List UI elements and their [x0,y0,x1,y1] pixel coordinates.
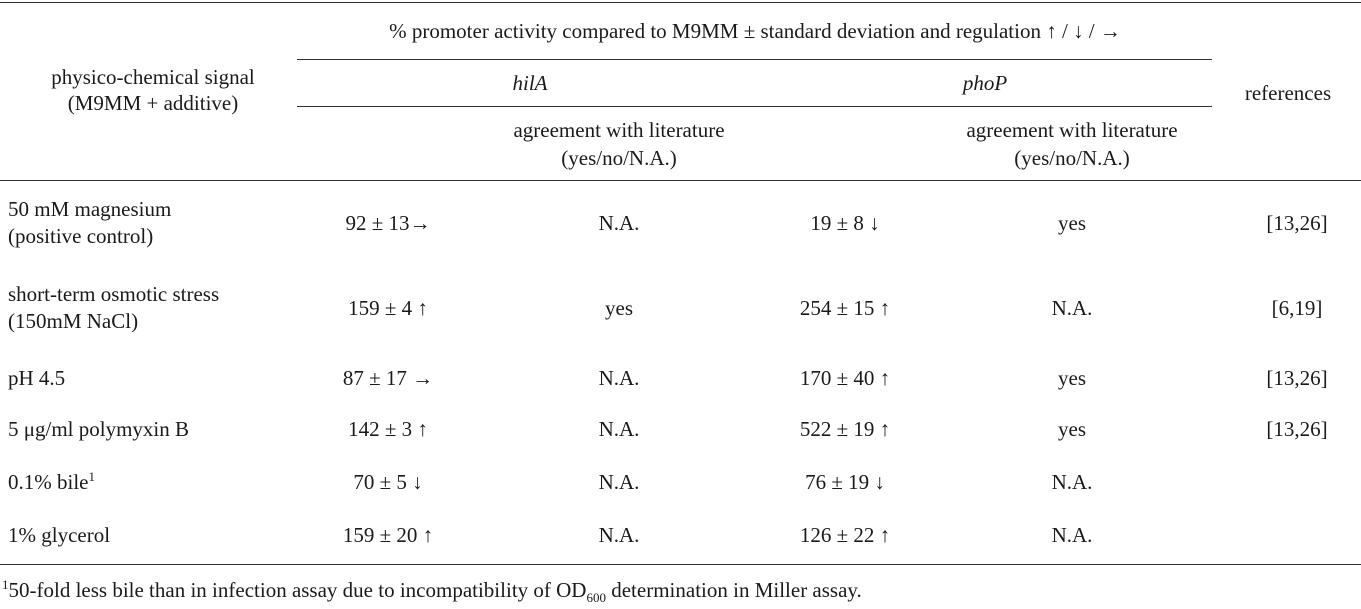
agreement-header-hila: agreement with literature [513,118,725,142]
row-signal-sub: (positive control) [8,224,154,248]
cell-phop: 170 ± 40 ↑ [799,366,891,390]
row-signal [8,469,95,496]
cell-hila: 142 ± 3 ↑ [348,417,428,441]
gene-rule [297,106,1212,107]
cell-references: [13,26] [1266,211,1328,235]
row-signal: 1% glycerol [8,523,111,547]
table-footnote [2,577,862,604]
footnote-text-after: determination in Miller assay. [605,578,862,602]
cell-hila-agreement: N.A. [598,523,640,547]
cell-phop-agreement: N.A. [1051,470,1093,494]
cell-phop: 126 ± 22 ↑ [799,523,891,547]
spanning-header: % promoter activity compared to M9MM ± standard deviation and regulation ↑ / ↓ / → [389,19,1121,43]
row-signal: short-term osmotic stress [8,282,220,306]
col-header-signal-sub: (M9MM + additive) [67,91,239,115]
footnote-subscript: 600 [586,590,606,606]
cell-hila: 159 ± 4 ↑ [348,296,428,320]
cell-hila: 70 ± 5 ↓ [353,470,423,494]
cell-phop-agreement: yes [1058,366,1086,390]
cell-references: [6,19] [1271,296,1323,320]
agreement-header-hila-sub: (yes/no/N.A.) [561,146,677,170]
col-header-signal: physico-chemical signal [51,65,255,89]
footnote-marker: 1 [2,577,9,592]
cell-phop-agreement: yes [1058,417,1086,441]
cell-hila-agreement: N.A. [598,211,640,235]
cell-phop: 19 ± 8 ↓ [810,211,880,235]
row-signal-sub: (150mM NaCl) [8,309,139,333]
cell-hila-agreement: N.A. [598,470,640,494]
gene-header-hila: hilA [512,71,548,95]
row-signal: 50 mM magnesium [8,197,172,221]
agreement-header-phop-sub: (yes/no/N.A.) [1014,146,1130,170]
gene-header-phop: phoP [962,71,1008,95]
table-bottom-rule [0,564,1361,565]
row-signal: 5 μg/ml polymyxin B [8,417,190,441]
cell-phop-agreement: N.A. [1051,296,1093,320]
col-header-references: references [1244,81,1332,105]
cell-hila: 87 ± 17 → [342,366,434,390]
cell-phop: 522 ± 19 ↑ [799,417,891,441]
footnote-text-before: 50-fold less bile than in infection assay due to incompatibility of OD [8,578,587,602]
top-rule [0,2,1361,3]
cell-hila: 92 ± 13→ [345,211,431,235]
cell-phop: 254 ± 15 ↑ [799,296,891,320]
cell-hila-agreement: N.A. [598,417,640,441]
span-rule [297,59,1212,60]
cell-hila-agreement: N.A. [598,366,640,390]
cell-hila-agreement: yes [605,296,633,320]
cell-hila: 159 ± 20 ↑ [342,523,434,547]
footnote-marker: 1 [88,469,95,484]
cell-phop-agreement: yes [1058,211,1086,235]
header-bottom-rule [0,180,1361,181]
cell-phop-agreement: N.A. [1051,523,1093,547]
agreement-header-phop: agreement with literature [966,118,1178,142]
cell-references: [13,26] [1266,417,1328,441]
row-signal-text: 0.1% bile [8,470,89,494]
row-signal: pH 4.5 [8,366,66,390]
cell-references: [13,26] [1266,366,1328,390]
cell-phop: 76 ± 19 ↓ [805,470,885,494]
